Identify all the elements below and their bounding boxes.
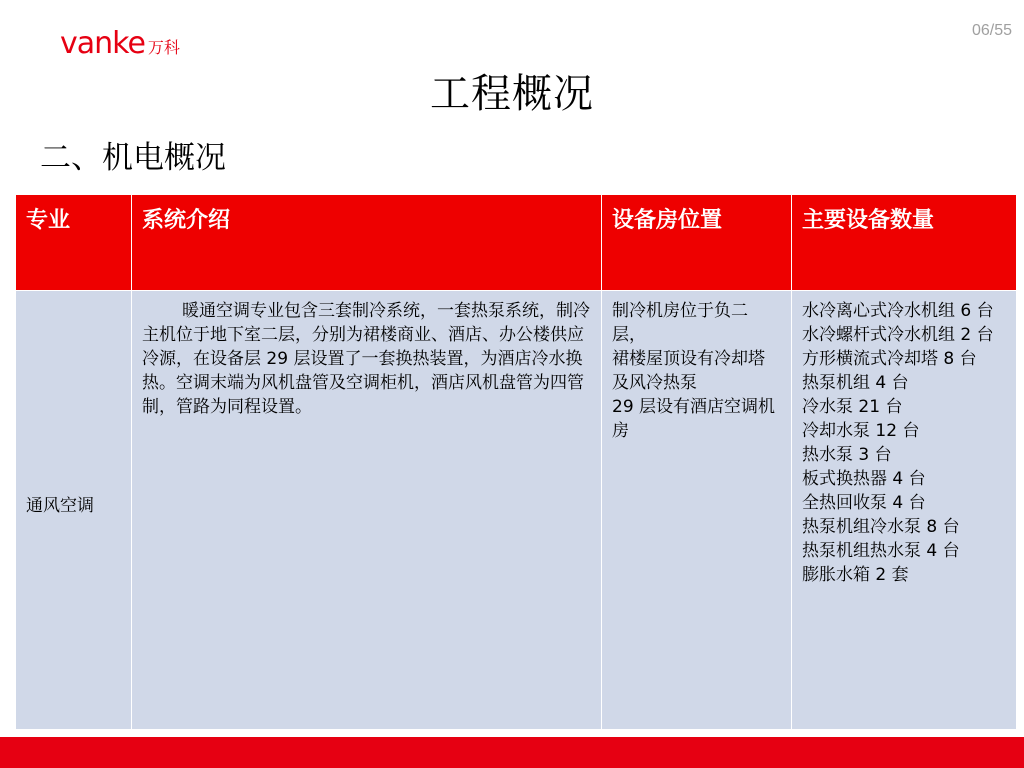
logo-text-en: vanke xyxy=(60,26,145,61)
section-subtitle: 二、机电概况 xyxy=(40,140,226,176)
equipment-item: 板式换热器 4 台 xyxy=(802,469,926,489)
equipment-item: 热泵机组冷水泵 8 台 xyxy=(802,517,960,537)
cell-discipline: 通风空调 xyxy=(16,291,132,730)
cell-equipment xyxy=(792,291,1017,730)
system-intro-text: 暖通空调专业包含三套制冷系统，一套热泵系统，制冷主机位于地下室二层，分别为裙楼商业、酒店、办公楼供应冷源，在设备层 29 层设置了一套换热装置，为酒店冷水换热。空调末端为风机盘管及空调柜机，酒店风机盘管为四管制，管路为同程设置。 xyxy=(142,301,590,417)
equipment-item: 方形横流式冷却塔 8 台 xyxy=(802,349,977,369)
logo-text-cn: 万科 xyxy=(147,38,180,57)
cell-room-location xyxy=(602,291,792,730)
equipment-item: 水冷螺杆式冷水机组 2 台 xyxy=(802,325,994,345)
column-header-room-location: 设备房位置 xyxy=(602,195,792,291)
equipment-item: 冷却水泵 12 台 xyxy=(802,421,920,441)
table-row xyxy=(16,291,1017,730)
mep-overview-table xyxy=(15,194,1017,730)
room-location-text: 制冷机房位于负二层， 裙楼屋顶设有冷却塔及风冷热泵 29 层设有酒店空调机房 xyxy=(612,301,776,441)
page-title: 工程概况 xyxy=(430,71,594,117)
equipment-item: 水冷离心式冷水机组 6 台 xyxy=(802,301,994,321)
page-number: 06/55 xyxy=(971,22,1012,39)
equipment-item: 热水泵 3 台 xyxy=(802,445,892,465)
cell-system-intro xyxy=(132,291,602,730)
column-header-equipment: 主要设备数量 xyxy=(792,195,1017,291)
equipment-item: 全热回收泵 4 台 xyxy=(802,493,926,513)
table-header-row xyxy=(16,195,1017,291)
equipment-item: 热泵机组 4 台 xyxy=(802,373,909,393)
equipment-item: 热泵机组热水泵 4 台 xyxy=(802,541,960,561)
column-header-discipline: 专业 xyxy=(16,195,132,291)
equipment-item: 膨胀水箱 2 套 xyxy=(802,565,909,585)
equipment-item: 冷水泵 21 台 xyxy=(802,397,903,417)
footer-bar xyxy=(0,737,1024,768)
equipment-list xyxy=(802,299,1006,587)
column-header-system-intro: 系统介绍 xyxy=(132,195,602,291)
vanke-logo xyxy=(60,26,180,62)
